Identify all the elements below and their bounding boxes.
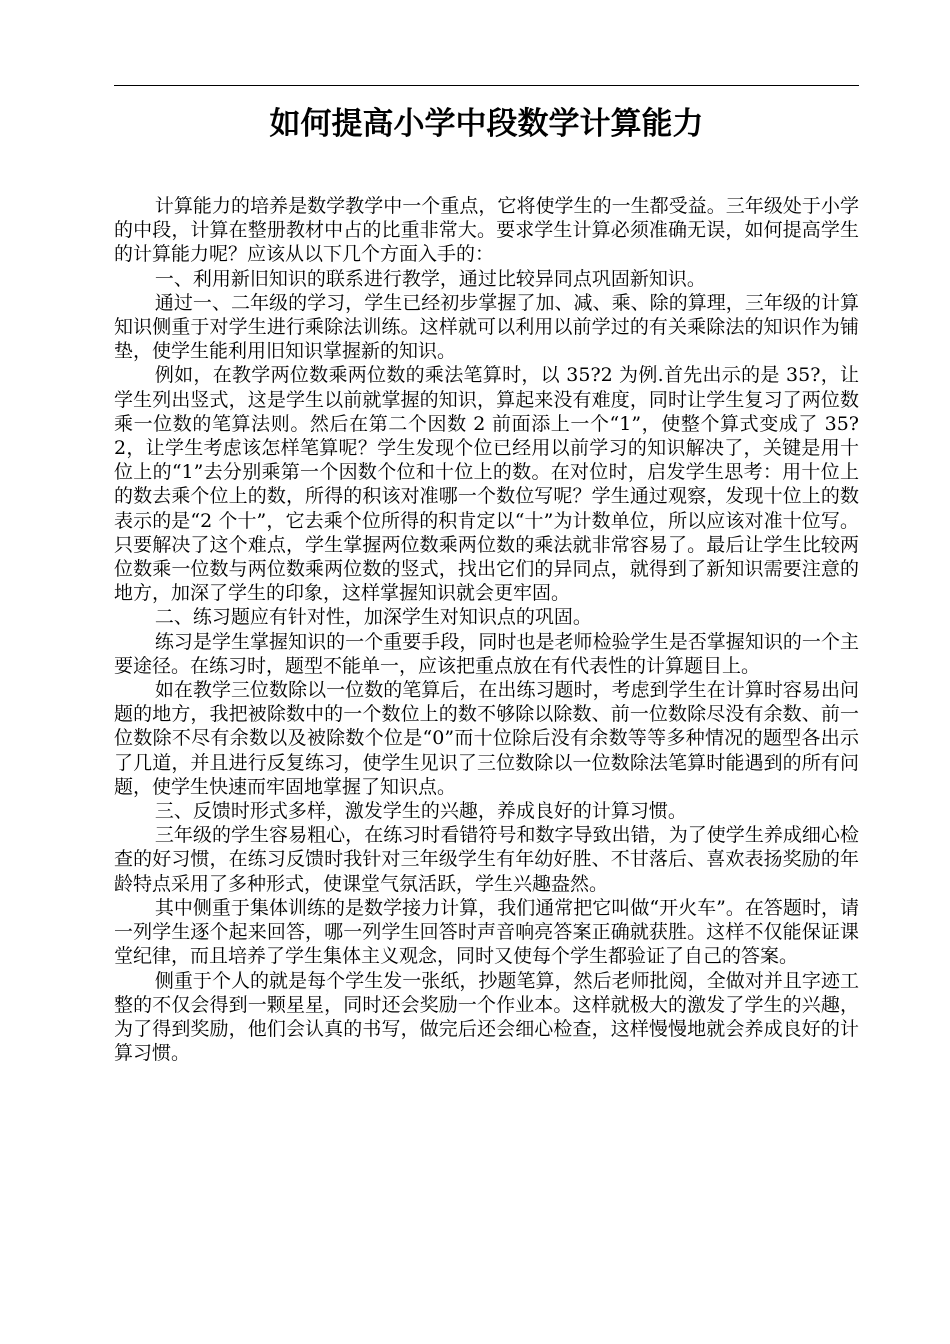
section-heading-3: 三、反馈时形式多样，激发学生的兴趣，养成良好的计算习惯。 bbox=[154, 800, 687, 823]
paragraph: 练习是学生掌握知识的一个重要手段，同时也是老师检验学生是否掌握知识的一个主要途径。在练习时，题型不能单一，应该把重点放在有代表性的计算题目上。 bbox=[114, 630, 859, 677]
section-heading-2: 二、练习题应有针对性，加深学生对知识点的巩固。 bbox=[154, 606, 592, 629]
paragraph-intro: 计算能力的培养是数学教学中一个重点，它将使学生的一生都受益。三年级处于小学的中段，计算在整册教材中占的比重非常大。要求学生计算必须准确无误，如何提高学生的计算能力呢？应该从以下几个方面入手的： bbox=[114, 195, 859, 266]
paragraph: 例如，在教学两位数乘两位数的乘法笔算时，以 35?2 为例.首先出示的是 35?，让学生列出竖式，这是学生以前就掌握的知识，算起来没有难度，同时让学生复习了两位数乘一位数的笔算法则。然后在第二个因数 2 前面添上一个“1”，使整个算式变成了 35?2，让学生考虑该怎样笔算呢？学生发现个位已经用以前学习的知识解决了，关键是用十位上的“1”去分别乘第一个因数个位和十位上的数。在对位时，启发学生思考：用十位上的数去乘个位上的数，所得的积该对准哪一个数位写呢？学生通过观察，发现十位上的数表示的是“2 个十”，它去乘个位所得的积肯定以“十”为计数单位，所以应该对准十位写。只要解决了这个难点，学生掌握两位数乘两位数的乘法就非常容易了。最后让学生比较两位数乘一位数与两位数乘两位数的竖式，找出它们的异同点，就得到了新知识需要注意的地方，加深了学生的印象，这样掌握知识就会更牢固。 bbox=[114, 364, 859, 605]
paragraph: 三年级的学生容易粗心，在练习时看错符号和数字导致出错，为了使学生养成细心检查的好习惯，在练习反馈时我针对三年级学生有年幼好胜、不甘落后、喜欢表扬奖励的年龄特点采用了多种形式，使课堂气氛活跃，学生兴趣盎然。 bbox=[114, 824, 859, 895]
header-rule bbox=[114, 85, 859, 86]
document-body bbox=[114, 194, 859, 1065]
paragraph: 侧重于个人的就是每个学生发一张纸，抄题笔算，然后老师批阅，全做对并且字迹工整的不仅会得到一颗星星，同时还会奖励一个作业本。这样就极大的激发了学生的兴趣，为了得到奖励，他们会认真的书写，做完后还会细心检查，这样慢慢地就会养成良好的计算习惯。 bbox=[114, 969, 859, 1065]
paragraph: 如在教学三位数除以一位数的笔算后，在出练习题时，考虑到学生在计算时容易出问题的地方，我把被除数中的一个数位上的数不够除以除数、前一位数除尽没有余数、前一位数除不尽有余数以及被除数个位是“0”而十位除后没有余数等等多种情况的题型各出示了几道，并且进行反复练习，使学生见识了三位数除以一位数除法笔算时能遇到的所有问题，使学生快速而牢固地掌握了知识点。 bbox=[114, 679, 859, 798]
paragraph: 其中侧重于集体训练的是数学接力计算，我们通常把它叫做“开火车”。在答题时，请一列学生逐个起来回答，哪一列学生回答时声音响亮答案正确就获胜。这样不仅能保证课堂纪律，而且培养了学生集体主义观念，同时又使每个学生都验证了自己的答案。 bbox=[114, 896, 859, 968]
document-title: 如何提高小学中段数学计算能力 bbox=[269, 106, 704, 142]
paragraph: 通过一、二年级的学习，学生已经初步掌握了加、减、乘、除的算理，三年级的计算知识侧重于对学生进行乘除法训练。这样就可以利用以前学过的有关乘除法的知识作为铺垫，使学生能利用旧知识掌握新的知识。 bbox=[114, 291, 859, 363]
section-heading-1: 一、利用新旧知识的联系进行教学，通过比较异同点巩固新知识。 bbox=[154, 267, 706, 290]
